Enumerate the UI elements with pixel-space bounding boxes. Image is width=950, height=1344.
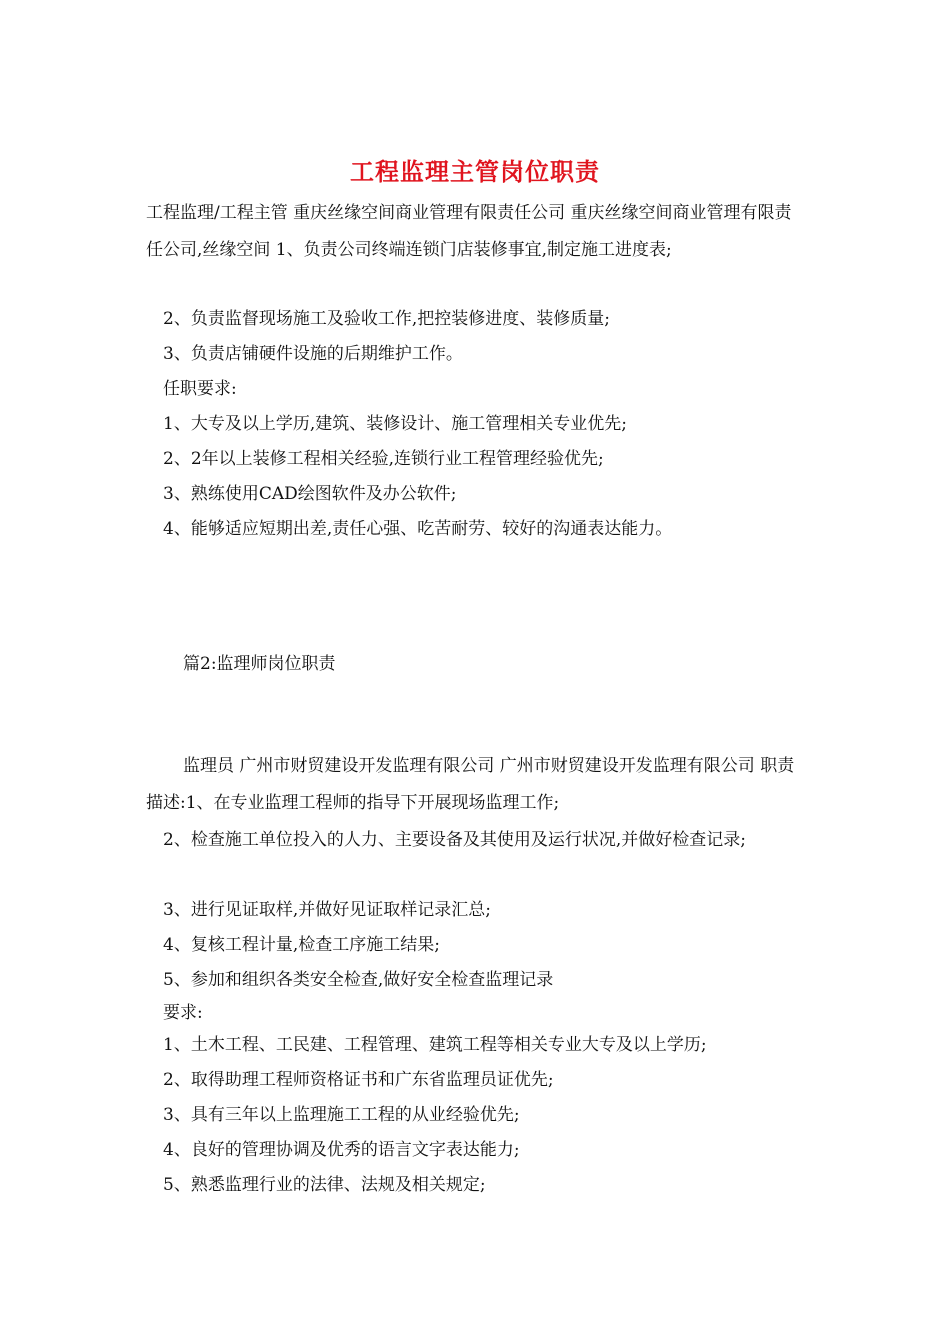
section-1-intro: 工程监理/工程主管 重庆丝缘空间商业管理有限责任公司 重庆丝缘空间商业管理有限责任公司,丝缘空间 1、负责公司终端连锁门店装修事宜,制定施工进度表; — [146, 203, 792, 260]
list-item: 2、负责监督现场施工及验收工作,把控装修进度、装修质量; — [163, 309, 610, 329]
list-item: 2、取得助理工程师资格证书和广东省监理员证优先; — [163, 1070, 554, 1090]
list-item: 4、能够适应短期出差,责任心强、吃苦耐劳、较好的沟通表达能力。 — [163, 519, 673, 539]
section-2-heading-wrap — [146, 647, 806, 682]
list-item: 5、参加和组织各类安全检查,做好安全检查监理记录 — [163, 970, 554, 990]
requirements-heading: 要求: — [163, 1003, 203, 1023]
document-title: 工程监理主管岗位职责 — [350, 157, 600, 186]
section-2-intro: 监理员 广州市财贸建设开发监理有限公司 广州市财贸建设开发监理有限公司 职责描述:1、在专业监理工程师的指导下开展现场监理工作; — [146, 756, 795, 813]
section-2 — [146, 748, 806, 859]
section-2-duty-2: 2、检查施工单位投入的人力、主要设备及其使用及运行状况,并做好检查记录; — [163, 830, 746, 850]
list-item: 3、熟练使用CAD绘图软件及办公软件; — [163, 484, 457, 504]
list-item: 1、大专及以上学历,建筑、装修设计、施工管理相关专业优先; — [163, 414, 627, 434]
list-item: 4、良好的管理协调及优秀的语言文字表达能力; — [163, 1140, 520, 1160]
list-item: 3、具有三年以上监理施工工程的从业经验优先; — [163, 1105, 520, 1125]
list-item: 4、复核工程计量,检查工序施工结果; — [163, 935, 440, 955]
section-1-list — [146, 302, 806, 547]
list-item: 3、负责店铺硬件设施的后期维护工作。 — [163, 344, 463, 364]
list-item: 1、土木工程、工民建、工程管理、建筑工程等相关专业大专及以上学历; — [163, 1035, 707, 1055]
list-item: 5、熟悉监理行业的法律、法规及相关规定; — [163, 1175, 486, 1195]
section-1 — [146, 195, 806, 269]
section-2-list — [146, 893, 806, 1203]
requirements-heading: 任职要求: — [163, 379, 237, 399]
list-item: 3、进行见证取样,并做好见证取样记录汇总; — [163, 900, 491, 920]
section-2-heading: 篇2:监理师岗位职责 — [183, 654, 336, 674]
list-item: 2、2年以上装修工程相关经验,连锁行业工程管理经验优先; — [163, 449, 604, 469]
